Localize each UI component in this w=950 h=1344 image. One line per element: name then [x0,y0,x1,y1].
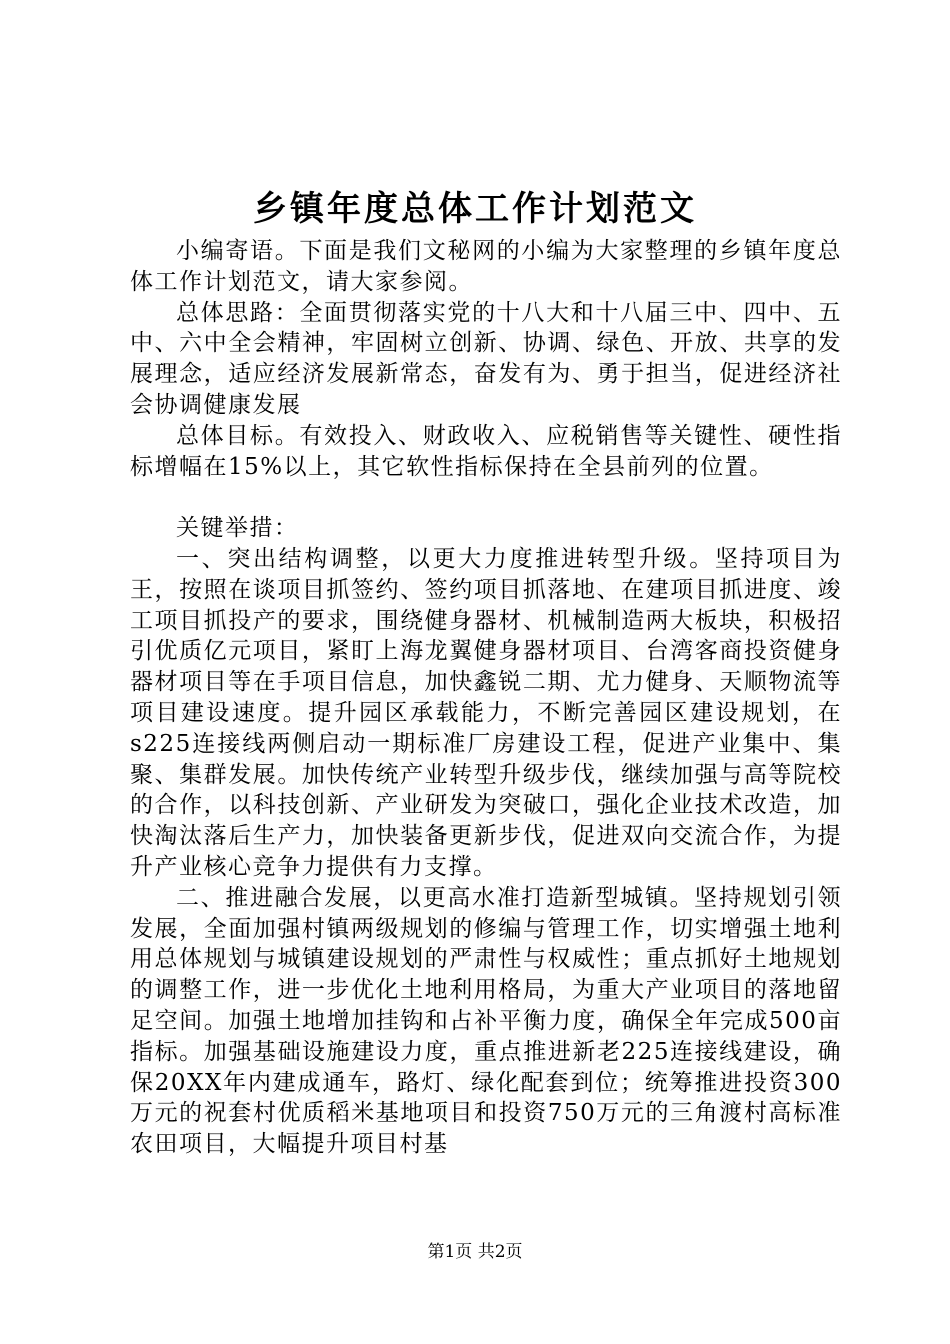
intro-paragraph: 小编寄语。下面是我们文秘网的小编为大家整理的乡镇年度总体工作计划范文，请大家参阅。 [130,238,842,295]
overall-approach-paragraph: 总体思路：全面贯彻落实党的十八大和十八届三中、四中、五中、六中全会精神，牢固树立创新、协调、绿色、开放、共享的发展理念，适应经济发展新常态，奋发有为、勇于担当，促进经济社会协调健康发展 [130,299,842,418]
measure-one-paragraph: 一、突出结构调整，以更大力度推进转型升级。坚持项目为王，按照在谈项目抓签约、签约项目抓落地、在建项目抓进度、竣工项目抓投产的要求，围绕健身器材、机械制造两大板块，积极招引优质亿元项目，紧盯上海龙翼健身器材项目、台湾客商投资健身器材项目等在手项目信息，加快鑫锐二期、尤力健身、天顺物流等项目建设速度。提升园区承载能力，不断完善园区建设规划，在s225连接线两侧启动一期标准厂房建设工程，促进产业集中、集聚、集群发展。加快传统产业转型升级步伐，继续加强与高等院校的合作，以科技创新、产业研发为突破口，强化企业技术改造，加快淘汰落后生产力，加快装备更新步伐，促进双向交流合作，为提升产业核心竞争力提供有力支撑。 [130,545,842,880]
document-body [130,236,842,1160]
page-footer: 第1页 共2页 [427,1242,523,1262]
key-measures-heading: 关键举措： [176,515,299,542]
document-title: 乡镇年度总体工作计划范文 [253,189,697,229]
overall-goal-paragraph: 总体目标。有效投入、财政收入、应税销售等关键性、硬性指标增幅在15%以上，其它软性指标保持在全县前列的位置。 [130,422,842,480]
measure-two-paragraph: 二、推进融合发展，以更高水准打造新型城镇。坚持规划引领发展，全面加强村镇两级规划的修编与管理工作，切实增强土地利用总体规划与城镇建设规划的严肃性与权威性；重点抓好土地规划的调整工作，进一步优化土地利用格局，为重大产业项目的落地留足空间。加强土地增加挂钩和占补平衡力度，确保全年完成500亩指标。加强基础设施建设力度，重点推进新老225连接线建设，确保20XX年内建成通车，路灯、绿化配套到位；统筹推进投资300万元的祝套村优质稻米基地项目和投资750万元的三角渡村高标准农田项目，大幅提升项目村基 [130,884,842,1158]
